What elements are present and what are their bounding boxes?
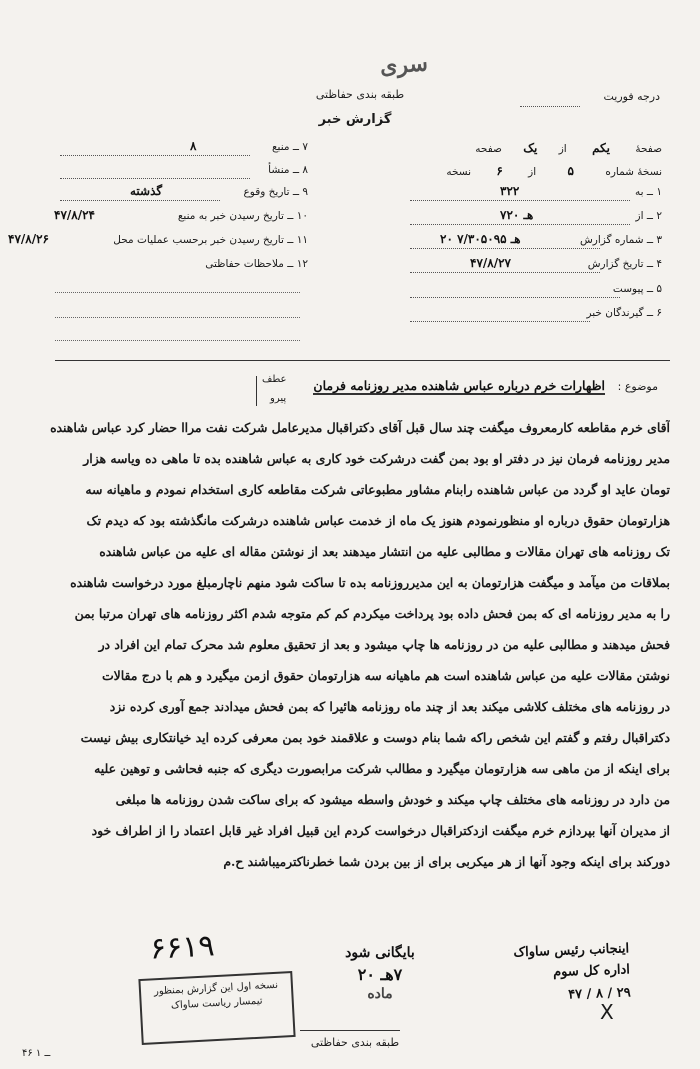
priority-label: درجه فوریت [603,90,660,103]
classification-top: طبقه بندی حفاظتی [315,88,405,101]
signature-line-3: ۲۹ / ۸ / ۴۷ [567,985,631,1003]
body-line: نوشتن مقالات علیه من عباس شاهنده است هم ماهیانه سه هزارتومان حقوق ازمن میگیرد و هم با درج مقالات [101,668,670,683]
copy-total: ۶ [496,164,503,178]
distribution-stamp [138,971,295,1045]
priority-line [520,106,580,107]
body-line: آقای خرم مقاطعه کارمعروف میگفت چند سال قبل آقای دکتراقبال مدیرعامل شرکت نفت مراا حضار کرد عباس شاهنده [50,420,670,435]
from-row [636,210,662,222]
copy-suffix: نسخه [446,166,472,178]
body-line: من دارد در روزنامه های مختلف چاپ میکند و خودش واسطه میشود که برای ساکت شدن روزنامه ها مبلغی [115,792,670,807]
page-row [475,141,662,155]
recipients-label: ۶ ــ گیرندگان خبر [586,307,662,319]
report-date-label: ۴ ــ تاریخ گزارش [587,258,662,270]
copy-value: ۵ [567,164,574,178]
page-suffix: صفحه [475,143,502,155]
footer-divider [300,1030,400,1031]
recipients-line [410,321,590,322]
subject-label: موضوع : [617,380,658,393]
from-value: ۷هـ ۲۰ [500,208,534,222]
to-value: ۳۲۲ [500,184,520,198]
report-no-label: ۳ ــ شماره گزارش [579,234,662,246]
subject-text: اظهارات خرم درباره عباس شاهنده مدیر روزنامه فرمان [313,378,605,393]
handwritten-number: ۶۶۱۹ [149,928,216,967]
body-line: از مدیران آنها بپردازم خرم میگفت ازدکتراقبال درخواست کردم این قبیل افراد غیر قابل اعتماد را از اطراف خود [91,823,670,838]
stamp-line-1: نسخه اول این گزارش بمنظور [153,979,279,998]
top-scribble: سری [379,50,429,80]
occurrence-row [244,186,308,198]
signature-note [419,941,631,1007]
source-line [60,155,250,156]
atf-label: عطف [262,374,287,385]
origin-line [60,178,250,179]
page-from: از [558,143,567,155]
source-row [272,141,308,153]
recipients-row [586,307,662,319]
signature-line-2: اداره کل سوم [552,962,631,981]
notes-line-1 [55,292,300,293]
archive-stamp [330,945,430,1015]
document-title: گزارش خبر [318,112,392,127]
page-label: صفحهٔ [635,143,662,155]
received-ops-row [113,234,308,246]
archive-line-2: ۷هـ ۲۰ [357,965,403,984]
page-value: یکم [592,141,611,155]
page-total: یک [523,141,538,155]
received-source-row [178,210,308,222]
from-line [410,224,630,225]
attachment-line [410,297,620,298]
header-divider [55,360,670,361]
origin-row [268,164,308,176]
attachment-label: ۵ ــ پیوست [612,283,662,295]
to-line [410,200,630,201]
signature-line-1: اینجانب رئیس ساواک [513,941,630,961]
body-line: دورکند برای اینکه وجود آنها از هر میکربی برای از بین بردن شما خطرناکترمیباشند ح.م [223,854,670,869]
body-line: بملاقات من میآمد و میگفت هزارتومان به این مدیرروزنامه بده تا ساکت شود منهم ناچارمبلغ مورد درخواست شاهنده [70,575,670,590]
notes-line-2 [55,317,300,318]
to-label: ۱ ــ به [634,186,662,198]
archive-line-1: بایگانی شود [345,945,415,961]
to-row [635,186,662,198]
attachment-row [613,283,662,295]
received-source-value: ۴۷/۸/۲۴ [54,208,95,222]
report-no-line [410,248,600,249]
atf-bracket [256,376,305,406]
notes-line-3 [55,340,300,341]
copy-row [446,164,662,178]
report-no-value: ۲۰ هـ ۷/۳۰۵۰۹۵ [440,232,521,246]
body-line: فحش میدهند و مطالبی علیه من در روزنامه ها چاپ میشود و بعد از تحقیق معلوم شد محرک تمام این افراد در [98,637,670,652]
body-line: تومان عاید او گردد من عباس شاهنده رابنام مشاور مطبوعاتی شرکت مقاطعه کاری استخدام نمودم و ماهیانه سه [85,482,670,497]
classification-bottom: طبقه بندی حفاظتی [310,1036,400,1049]
copy-from: از [528,166,537,178]
origin-label: ۸ ــ منشأ [268,164,308,176]
form-code: ۴۶ ــ ۱ [22,1048,51,1059]
report-date-row [588,258,662,270]
copy-label: نسخهٔ شماره [605,166,662,178]
received-ops-value: ۴۷/۸/۲۶ [8,232,49,246]
notes-label: ۱۲ ــ ملاحظات حفاظتی [205,258,308,270]
body-line: برای اینکه از من ماهی سه هزارتومان میگیرد و مطالب شرکت مرابصورت دیگری که جنبه فحاشی و توهین علیه [94,761,670,776]
mark-x: X [600,1000,614,1024]
report-no-row [580,234,662,246]
report-date-value: ۴۷/۸/۲۷ [470,256,511,270]
from-label: ۲ ــ از [635,210,662,222]
occurrence-value: گذشته [130,184,163,198]
body-line: هزارتومان حقوق درباره او منظورنمودم هنوز یک ماه از خدمت عباس شاهنده درشرکت مانگذشته بود که دیدم تک [86,513,670,528]
received-source-label: ۱۰ ــ تاریخ رسیدن خبر به منبع [177,210,308,222]
notes-row [205,258,308,270]
archive-line-3: ماده [367,986,393,1002]
report-date-line [410,272,600,273]
source-value: ۸ [190,139,197,153]
pirow-label: پیرو [270,393,287,404]
body-line: مدیر روزنامه فرمان نیز در دفتر او بود بمن گفت درشرکت خود کاری به عباس شاهنده بده تا ماهی ده ویاسه هزار [83,451,670,466]
received-ops-label: ۱۱ ــ تاریخ رسیدن خبر برحسب عملیات محل [113,234,308,246]
source-label: ۷ ــ منبع [271,141,308,153]
body-line: را به مدیر روزنامه ای که بمن فحش داده بود پرداخت میکردم کم کم متوجه شدم اکثر روزنامه های تهران مرتبا بمن [74,606,670,621]
body-line: تک روزنامه های تهران مقالات و مطالبی علیه من انتشار میدهند بعد از نوشتن مقاله ای علیه من عباس شاهنده [99,544,670,559]
occurrence-label: ۹ ــ تاریخ وقوع [243,186,308,198]
stamp-line-2: تیمسار ریاست ساواک [170,995,263,1012]
body-line: دکتراقبال رفتم و گفتم این شخص راکه شما بنام دوست و علاقمند خود بمن معرفی کرده اید خیانتکاری بیش نیست [80,730,670,745]
body-line: در روزنامه های مختلف کلاشی میکند بعد از چند ماه روزنامه هائیرا که بمن فحش میدادند جمع آوری کرده نزد [109,699,670,714]
occurrence-line [60,200,220,201]
